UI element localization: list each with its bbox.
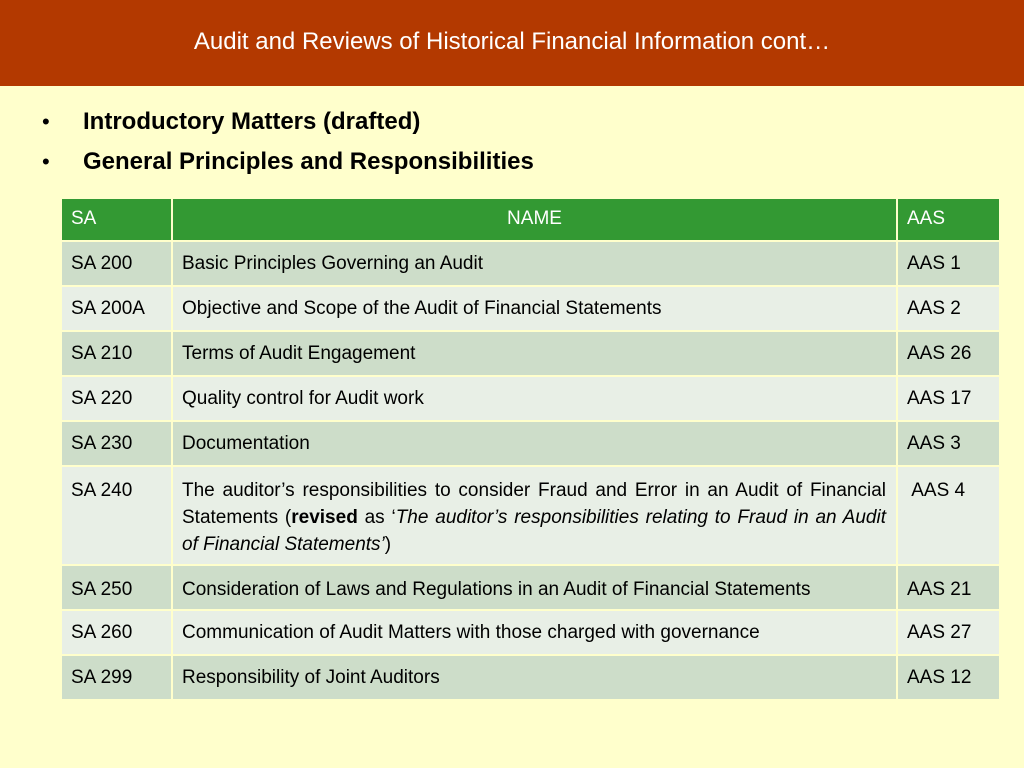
cell-aas: AAS 17: [897, 376, 1000, 421]
cell-name: Consideration of Laws and Regulations in an Audit of Financial Statements: [172, 565, 897, 610]
table-header-row: [61, 198, 1000, 241]
cell-name-bold: revised: [291, 507, 358, 528]
table-row: [61, 421, 1000, 466]
table-row: [61, 331, 1000, 376]
table-row: [61, 565, 1000, 610]
cell-name-italic: The auditor’s responsibilities relating to Fraud in an Audit of Financial Statements’: [182, 507, 886, 555]
header-name: NAME: [172, 198, 897, 241]
header-aas: AAS: [897, 198, 1000, 241]
cell-name-lead: The auditor’s responsibilities to consider Fraud and Error in an Audit of Financial Statements (: [182, 480, 886, 528]
slide-title: Audit and Reviews of Historical Financial Information cont…: [193, 28, 831, 55]
cell-name: Responsibility of Joint Auditors: [172, 655, 897, 700]
cell-sa: SA 299: [61, 655, 172, 700]
title-bar: [0, 0, 1024, 86]
cell-aas: AAS 26: [897, 331, 1000, 376]
cell-name: Documentation: [172, 421, 897, 466]
cell-sa: SA 250: [61, 565, 172, 610]
cell-sa: SA 200: [61, 241, 172, 286]
cell-aas: AAS 12: [897, 655, 1000, 700]
cell-sa: SA 200A: [61, 286, 172, 331]
bullet-icon: •: [42, 109, 50, 134]
cell-name: Terms of Audit Engagement: [172, 331, 897, 376]
cell-aas: AAS 3: [897, 421, 1000, 466]
bullet-item: [42, 108, 534, 148]
table-row: [61, 376, 1000, 421]
cell-aas: AAS 4: [897, 466, 1000, 565]
table-row: [61, 655, 1000, 700]
standards-table: [60, 197, 1001, 701]
bullet-icon: •: [42, 149, 50, 174]
cell-name: Basic Principles Governing an Audit: [172, 241, 897, 286]
cell-sa: SA 260: [61, 610, 172, 655]
cell-name: Objective and Scope of the Audit of Financial Statements: [172, 286, 897, 331]
table-row: [61, 610, 1000, 655]
cell-name-mid: as ‘: [357, 507, 396, 528]
bullet-list: [42, 108, 534, 188]
cell-name: Quality control for Audit work: [172, 376, 897, 421]
cell-sa: SA 230: [61, 421, 172, 466]
cell-aas: AAS 21: [897, 565, 1000, 610]
cell-sa: SA 240: [61, 466, 172, 565]
cell-aas: AAS 1: [897, 241, 1000, 286]
standards-table-wrapper: [60, 197, 999, 701]
cell-aas: AAS 2: [897, 286, 1000, 331]
table-row: [61, 286, 1000, 331]
table-row: [61, 466, 1000, 565]
cell-sa: SA 210: [61, 331, 172, 376]
bullet-text: General Principles and Responsibilities: [83, 148, 534, 175]
cell-name-tail: ): [384, 534, 392, 555]
bullet-item: [42, 148, 534, 188]
bullet-text: Introductory Matters (drafted): [83, 108, 421, 135]
cell-aas: AAS 27: [897, 610, 1000, 655]
table-row: [61, 241, 1000, 286]
cell-name: Communication of Audit Matters with those charged with governance: [172, 610, 897, 655]
cell-sa: SA 220: [61, 376, 172, 421]
header-sa: SA: [61, 198, 172, 241]
cell-name: [172, 466, 897, 565]
